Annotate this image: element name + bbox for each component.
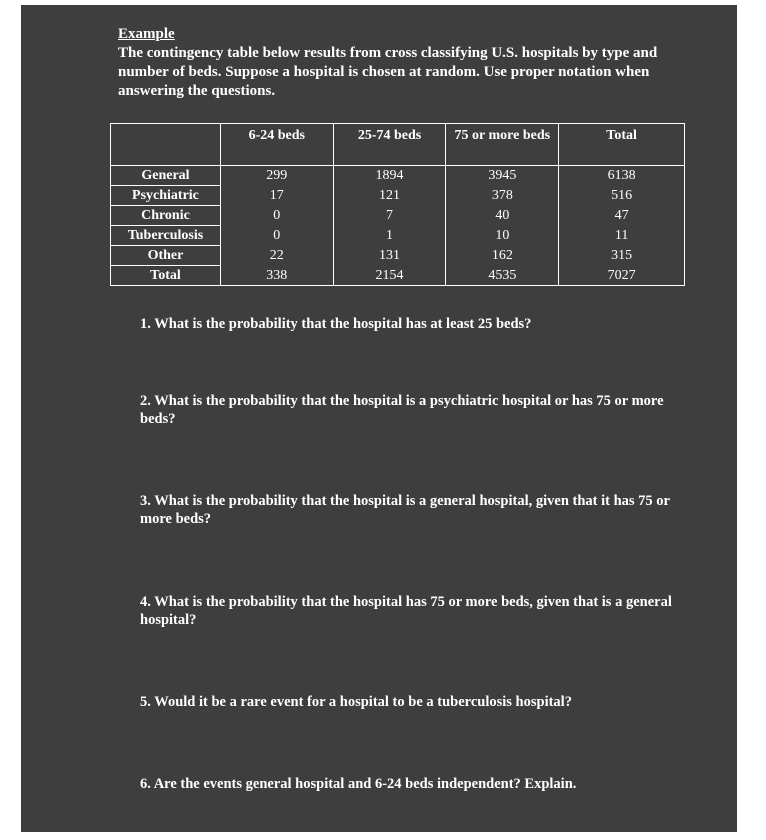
question-text: What is the probability that the hospital is a general hospital, given that it has 75 or more beds? bbox=[140, 493, 670, 527]
question-6 bbox=[140, 775, 700, 793]
row-label: Tuberculosis bbox=[111, 226, 221, 246]
table-row bbox=[111, 186, 685, 206]
question-text: What is the probability that the hospital is a psychiatric hospital or has 75 or more beds? bbox=[140, 393, 664, 427]
question-number: 3. bbox=[140, 493, 151, 509]
table-cell: 22 bbox=[220, 246, 333, 266]
slide bbox=[21, 5, 737, 832]
example-intro: The contingency table below results from cross classifying U.S. hospitals by type and number of beds. Suppose a hospital is chosen at random. Use proper notation when answering the questions. bbox=[118, 45, 658, 99]
table-row bbox=[111, 166, 685, 186]
table-cell: 11 bbox=[559, 226, 685, 246]
table-header-cell: Total bbox=[559, 124, 685, 166]
table-cell: 315 bbox=[559, 246, 685, 266]
question-text: Are the events general hospital and 6-24 beds independent? Explain. bbox=[153, 776, 577, 792]
table-cell: 7 bbox=[333, 206, 446, 226]
table-header-cell: 75 or more beds bbox=[446, 124, 559, 166]
table-cell: 47 bbox=[559, 206, 685, 226]
table-cell: 0 bbox=[220, 226, 333, 246]
question-4 bbox=[140, 593, 700, 629]
example-title: Example bbox=[118, 26, 175, 42]
row-label: Other bbox=[111, 246, 221, 266]
table-row bbox=[111, 246, 685, 266]
question-3 bbox=[140, 492, 700, 528]
example-heading bbox=[118, 25, 678, 101]
table-row bbox=[111, 226, 685, 246]
question-number: 5. bbox=[140, 694, 151, 710]
table-cell: 1 bbox=[333, 226, 446, 246]
table-cell: 4535 bbox=[446, 266, 559, 286]
row-label: Psychiatric bbox=[111, 186, 221, 206]
question-1 bbox=[140, 315, 700, 333]
question-text: What is the probability that the hospital has 75 or more beds, given that is a general hospital? bbox=[140, 594, 672, 628]
table-row bbox=[111, 266, 685, 286]
table-cell: 299 bbox=[220, 166, 333, 186]
table-cell: 338 bbox=[220, 266, 333, 286]
table-cell: 3945 bbox=[446, 166, 559, 186]
question-number: 4. bbox=[140, 594, 151, 610]
table-header-cell: 25-74 beds bbox=[333, 124, 446, 166]
table-header-cell bbox=[111, 124, 221, 166]
table-cell: 10 bbox=[446, 226, 559, 246]
table-cell: 17 bbox=[220, 186, 333, 206]
table-cell: 40 bbox=[446, 206, 559, 226]
row-label: General bbox=[111, 166, 221, 186]
question-text: What is the probability that the hospital has at least 25 beds? bbox=[154, 316, 532, 332]
question-number: 2. bbox=[140, 393, 151, 409]
table-cell: 7027 bbox=[559, 266, 685, 286]
table-cell: 121 bbox=[333, 186, 446, 206]
table-row bbox=[111, 206, 685, 226]
contingency-table bbox=[110, 123, 685, 286]
table-cell: 378 bbox=[446, 186, 559, 206]
table-header-cell: 6-24 beds bbox=[220, 124, 333, 166]
table-cell: 6138 bbox=[559, 166, 685, 186]
question-number: 6. bbox=[140, 776, 151, 792]
table-header-row bbox=[111, 124, 685, 166]
question-text: Would it be a rare event for a hospital to be a tuberculosis hospital? bbox=[154, 694, 572, 710]
question-number: 1. bbox=[140, 316, 151, 332]
table-cell: 516 bbox=[559, 186, 685, 206]
question-5 bbox=[140, 693, 700, 711]
question-2 bbox=[140, 392, 700, 428]
row-label: Total bbox=[111, 266, 221, 286]
row-label: Chronic bbox=[111, 206, 221, 226]
table-cell: 1894 bbox=[333, 166, 446, 186]
table-cell: 162 bbox=[446, 246, 559, 266]
table-cell: 131 bbox=[333, 246, 446, 266]
table-cell: 2154 bbox=[333, 266, 446, 286]
table-cell: 0 bbox=[220, 206, 333, 226]
